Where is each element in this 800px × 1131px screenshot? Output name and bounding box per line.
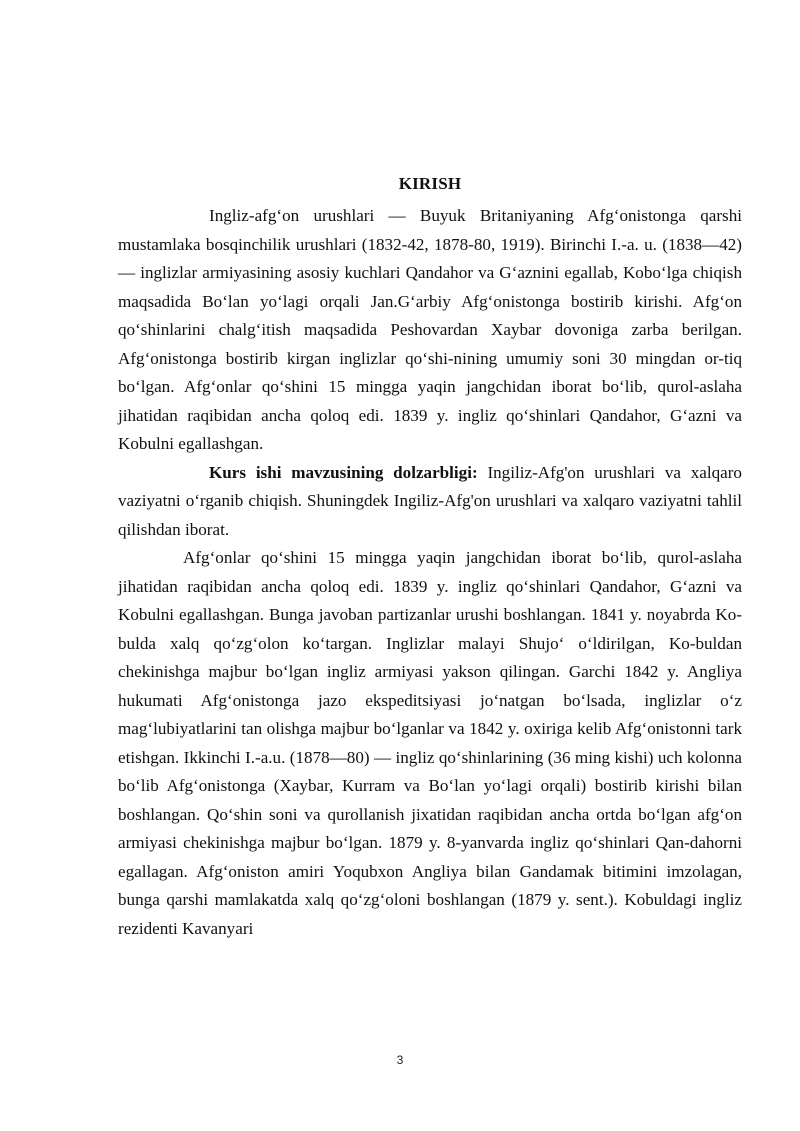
paragraph-introduction: Ingliz-afg‘on urushlari — Buyuk Britaniyaning Afg‘onistonga qarshi mustamlaka bosqinchilik urushlari (1832-42, 1878-80, 1919). Birinchi I.-a. u. (1838—42) — inglizlar armiyasining asosiy kuchlari Qandahor va G‘aznini egallab, Kobo‘lga chiqish maqsadida Bo‘lan yo‘lagi orqali Jan.G‘arbiy Afg‘onistonga bostirib kirishi. Afg‘on qo‘shinlarini chalg‘itish maqsadida Peshovardan Xaybar dovoniga zarba berilgan. Afg‘onistonga bostirib kirgan inglizlar qo‘shi-nining umumiy soni 30 mingdan or-tiq bo‘lgan. Afg‘onlar qo‘shini 15 mingga yaqin jangchidan iborat bo‘lib, qurol-aslaha jihatidan raqibidan ancha qoloq edi. 1839 y. ingliz qo‘shinlari Qandahor, G‘azni va Kobulni egallashgan. xyxy=(118,206,742,453)
page-number: 3 xyxy=(396,1053,404,1067)
relevance-label: Kurs ishi mavzusining dolzarbligi: xyxy=(209,462,478,482)
section-heading: KIRISH xyxy=(398,174,462,193)
paragraph-history: Afg‘onlar qo‘shini 15 mingga yaqin jangchidan iborat bo‘lib, qurol-aslaha jihatidan raqibidan ancha qoloq edi. 1839 y. ingliz qo‘shinlari Qandahor, G‘azni va Kobulni egallashgan. Bunga javoban partizanlar urushi boshlangan. 1841 y. noyabrda Ko-bulda xalq qo‘zg‘olon ko‘targan. Inglizlar malayi Shujo‘ o‘ldirilgan, Ko-buldan chekinishga majbur bo‘lgan ingliz armiyasi yakson qilingan. Garchi 1842 y. Angliya hukumati Afg‘onistonga jazo ekspeditsiyasi jo‘natgan bo‘lsada, inglizlar o‘z mag‘lubiyatlarini tan olishga majbur bo‘lganlar va 1842 y. oxiriga kelib Afg‘onistonni tark etishgan. Ikkinchi I.-a.u. (1878—80) — ingliz qo‘shinlarining (36 ming kishi) uch kolonna bo‘lib Afg‘onistonga (Xaybar, Kurram va Bo‘lan yo‘lagi orqali) bostirib kirishi bilan boshlangan. Qo‘shin soni va qurollanish jixatidan raqibidan ancha ortda bo‘lgan afg‘on armiyasi chekinishga majbur bo‘lgan. 1879 y. 8-yanvarda ingliz qo‘shinlari Qan-dahorni egallagan. Afg‘oniston amiri Yoqubxon Angliya bilan Gandamak bitimini imzolagan, bunga qarshi mamlakatda xalq qo‘zg‘oloni boshlangan (1879 y. sent.). Kobuldagi ingliz rezidenti Kavanyari xyxy=(118,548,742,938)
page-body xyxy=(118,172,742,943)
relevance-text: Ingiliz-Afg'on urushlari va xalqaro vaziyatni o‘rganib chiqish. Shuningdek Ingiliz-Afg'on urushlari va xalqaro vaziyatni tahlil qilishdan iborat. xyxy=(118,462,742,539)
paragraph-relevance xyxy=(118,459,742,545)
